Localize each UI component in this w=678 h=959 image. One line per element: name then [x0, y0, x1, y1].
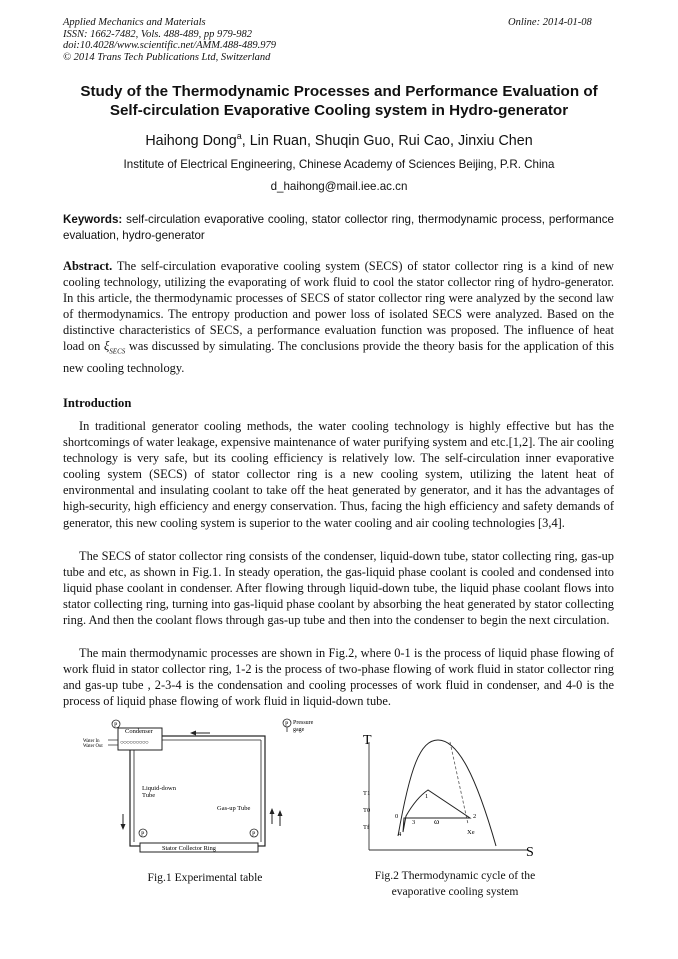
saturation-dome [398, 740, 496, 846]
t-axis-label: T [363, 733, 372, 748]
online-date: Online: 2014-01-08 [508, 17, 592, 28]
copyright: © 2014 Trans Tech Publications Ltd, Switzerland [63, 51, 271, 63]
fig2-caption [360, 868, 550, 900]
liquid-down-label-2: Tube [142, 792, 156, 799]
up-flow-arrowhead-2 [278, 810, 283, 816]
first-author: Haihong Dong [145, 132, 237, 149]
intro-paragraph-1: In traditional generator cooling methods, the water cooling technology is highly effective but has the shortcomings of water leakage, expensive maintenance of water purifying system and etc.[1,2]. The air cooling technology is very safe, but its cooling efficiency is relatively low. The self-circulation inner evaporative cooling system (SECS) of stator collector ring is a new cooling system, utilizing the latent heat of environmental and insulating coolant to take off the heat generated by generator, and it has the advantages of high-security, high efficiency and energy conservation. Thus, facing the high efficiency and safety demands of generator, this new cooling system is superior to the water cooling and air cooling technologies [3,4]. [63, 419, 614, 530]
legend-gauge-p: P [285, 721, 289, 728]
abstract-label: Abstract. [63, 259, 113, 273]
paper-title [30, 82, 648, 120]
t0-label: T0 [363, 807, 371, 814]
fig2-diagram [360, 728, 550, 862]
fig2-caption-line-2: evaporative cooling system [391, 885, 519, 898]
up-flow-arrowhead [270, 808, 275, 814]
abstract [63, 258, 614, 376]
point-2-label: 2 [473, 813, 477, 820]
xi-subscript: SECS [109, 347, 126, 356]
authors [0, 131, 678, 149]
s-axis-label: S [526, 845, 534, 860]
xi-letter: ξ [103, 339, 110, 354]
fig1-diagram [80, 716, 320, 858]
point-1-label: 1 [425, 793, 429, 800]
pressure-gauge-p: P [114, 722, 118, 729]
title-line-2: Self-circulation Evaporative Cooling system in Hydro-generator [109, 102, 569, 119]
condenser-label: Condenser [125, 728, 153, 735]
issn: ISSN: 1662-7482, Vols. 488-489, pp 979-982 [63, 28, 252, 40]
author-superscript: a [236, 131, 242, 141]
point-0-label: 0 [395, 813, 399, 820]
intro-paragraph-3: The main thermodynamic processes are shown in Fig.2, where 0-1 is the process of liquid phase flowing of work fluid in stator collector ring, 1-2 is the process of two-phase flowing of work fluid in stator collector ring and gas-up tube , 2-3-4 is the condensation and cooling processes of work fluid in condenser, and 4-0 is the process of liquid phase flowing of work fluid in liquid-down tube. [63, 646, 614, 709]
t1-label: T1 [363, 790, 371, 797]
bottom-right-gauge-p: P [252, 831, 256, 838]
fig1-caption: Fig.1 Experimental table [147, 871, 263, 884]
legend-pressure-label: Pressure [293, 720, 314, 726]
xe-label: Xe [467, 829, 475, 836]
gas-up-label: Gas-up Tube [217, 805, 251, 812]
email: d_haihong@mail.iee.ac.cn [270, 180, 408, 193]
bottom-left-gauge-p: P [141, 831, 145, 838]
title-line-1: Study of the Thermodynamic Processes and Performance Evaluation of [80, 83, 598, 100]
top-flow-arrowhead [190, 731, 196, 736]
liquid-down-label-1: Liquid-down [142, 785, 176, 792]
tf-label: Tf [363, 824, 370, 831]
point-4-label: 4 [398, 831, 402, 838]
keywords [63, 212, 614, 244]
abstract-text-1: The self-circulation evaporative cooling system (SECS) of stator collector ring is a kind of new cooling technology, utilizing the evaporating of work fluid to cool the stator collector ring of hydro-generator. In this article, the thermodynamic processes of SECS of stator collector ring were analyzed by the second law of thermodynamics. The entropy production and power loss of isolated SECS were analyzed. Based on the distinctive characteristics of SECS, a performance evaluation function was proposed. The influence of heat load on [63, 259, 615, 354]
intro-paragraph-2: The SECS of stator collector ring consists of the condenser, liquid-down tube, stator collecting ring, gas-up tube and etc, as shown in Fig.1. In steady operation, the gas-liquid phase coolant is cooled and condensed into liquid phase coolant in condenser. After flowing through liquid-down tube, the liquid phase coolant flows into stator collecting ring, turning into gas-liquid phase coolant by absorbing the heat generated by stator collecting ring. And then the coolant flows through gas-up tube and then into the condenser to begin the next circulation. [63, 549, 614, 628]
legend-gage-label: gage [293, 727, 305, 733]
down-flow-arrowhead [121, 824, 126, 830]
water-in-label: Water In [83, 739, 100, 744]
omega-label: ω [434, 817, 440, 826]
point-3-label: 3 [412, 819, 416, 826]
abstract-text-2: was discussed by simulating. The conclusions provide the theory basis for the application of this new cooling technology. [63, 339, 614, 376]
keywords-label: Keywords: [63, 213, 123, 226]
doi: doi:10.4028/www.scientific.net/AMM.488-489.979 [63, 40, 276, 51]
water-out-label: Water Out [83, 744, 103, 749]
xi-symbol [103, 339, 126, 356]
keywords-text: self-circulation evaporative cooling, stator collector ring, thermodynamic process, performance evaluation, hydro-generator [63, 213, 614, 242]
section-heading: Introduction [63, 396, 132, 410]
journal-name: Applied Mechanics and Materials [63, 17, 206, 28]
affiliation: Institute of Electrical Engineering, Chinese Academy of Sciences Beijing, P.R. China [123, 158, 555, 171]
other-authors: , Lin Ruan, Shuqin Guo, Rui Cao, Jinxiu Chen [241, 132, 533, 149]
fig2-caption-line-1: Fig.2 Thermodynamic cycle of the [374, 869, 536, 882]
stator-ring-label: Stator Collector Ring [162, 845, 216, 852]
journal-header [63, 17, 276, 63]
condenser-coil: ○○○○○○○○○ [120, 740, 149, 746]
